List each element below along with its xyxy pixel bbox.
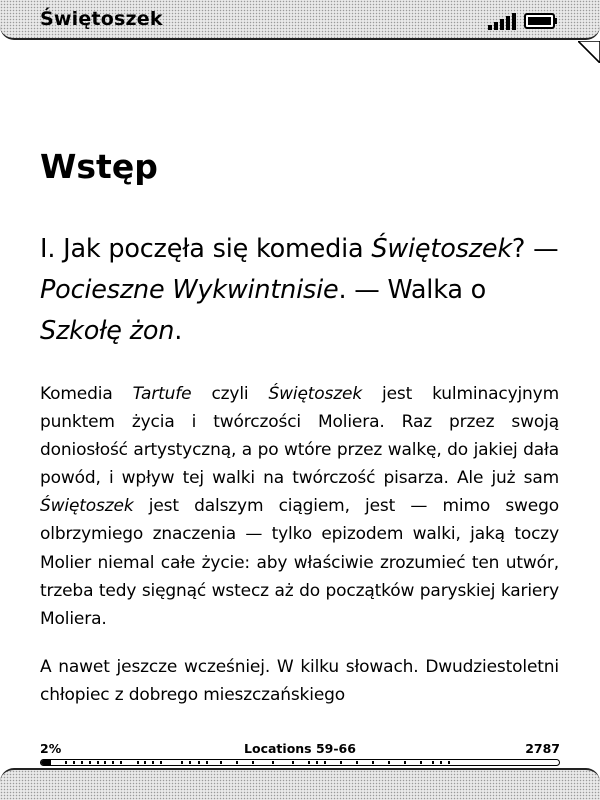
chapter-marker <box>316 761 318 764</box>
italic-text: Tartufe <box>132 384 192 404</box>
chapter-marker <box>198 761 200 764</box>
chapter-marker <box>252 761 254 764</box>
chapter-marker <box>206 761 208 764</box>
italic-text: Świętoszek <box>40 496 134 517</box>
signal-bars-icon <box>487 12 519 30</box>
italic-text: Świętoszek <box>268 384 363 404</box>
italic-text: Pocieszne Wykwintnisie <box>40 275 339 305</box>
battery-icon <box>524 12 558 30</box>
chapter-markers <box>40 760 560 765</box>
chapter-marker <box>448 761 450 764</box>
location-range: Locations 59-66 <box>244 741 356 756</box>
percent-read: 2% <box>40 741 62 756</box>
chapter-marker <box>236 761 238 764</box>
chapter-marker <box>372 761 374 764</box>
italic-text: Szkołę żon <box>40 316 175 346</box>
chapter-marker <box>388 761 390 764</box>
progress-info <box>40 741 560 757</box>
chapter-marker <box>97 761 99 764</box>
text-run: A nawet jeszcze wcześniej. W kilku słowach. Dwudziestoletni chłopiec z dobrego mieszczańskiego <box>40 656 559 705</box>
chapter-marker <box>137 761 139 764</box>
chapter-marker <box>160 761 162 764</box>
total-locations: 2787 <box>525 741 560 756</box>
chapter-marker <box>89 761 91 764</box>
italic-text: Świętoszek <box>371 234 512 264</box>
chapter-marker <box>73 761 75 764</box>
reading-area[interactable] <box>40 145 559 709</box>
chapter-marker <box>292 761 294 764</box>
chapter-marker <box>324 761 326 764</box>
chapter-marker <box>420 761 422 764</box>
chapter-marker <box>120 761 122 764</box>
text-run: jest dalszym ciągiem, jest — mimo swego olbrzymiego znaczenia — tylko epizodem walki, jaką toczy Molier niemal całe życie: aby właściwie zrozumieć ten utwór, trzeba tedy sięgnąć wstecz aż do początków paryskiej kariery Moliera. <box>40 496 559 629</box>
section-heading <box>40 229 559 352</box>
chapter-marker <box>104 761 106 764</box>
chapter-marker <box>308 761 310 764</box>
chapter-marker <box>189 761 191 764</box>
chapter-marker <box>340 761 342 764</box>
chapter-marker <box>432 761 434 764</box>
chapter-marker <box>65 761 67 764</box>
chapter-marker <box>440 761 442 764</box>
chapter-marker <box>356 761 358 764</box>
top-status-bar <box>0 0 600 40</box>
paragraph <box>40 653 559 709</box>
chapter-marker <box>144 761 146 764</box>
chapter-marker <box>272 761 274 764</box>
text-run: . — Walka o <box>338 275 487 305</box>
text-run: . <box>174 316 183 346</box>
chapter-marker <box>152 761 154 764</box>
paragraph <box>40 380 559 633</box>
chapter-marker <box>81 761 83 764</box>
text-run: ? — <box>511 234 559 264</box>
chapter-heading: Wstęp <box>40 147 158 186</box>
text-run: I. Jak poczęła się komedia <box>40 234 372 264</box>
bottom-bar <box>0 768 600 800</box>
bookmark-corner-icon[interactable] <box>578 41 600 63</box>
text-run: czyli <box>191 384 269 404</box>
book-title: Świętoszek <box>40 8 163 30</box>
text-run: jest kulminacyjnym punktem życia i twórczości Moliera. Raz przez swoją doniosłość artystyczną, a po wtóre przez walkę, do jakiej dała powód, i wpływ tej walki na twórczość pisarza. Ale już sam <box>40 384 559 489</box>
text-run: Komedia <box>40 384 133 404</box>
chapter-marker <box>112 761 114 764</box>
chapter-marker <box>181 761 183 764</box>
chapter-marker <box>220 761 222 764</box>
chapter-marker <box>404 761 406 764</box>
